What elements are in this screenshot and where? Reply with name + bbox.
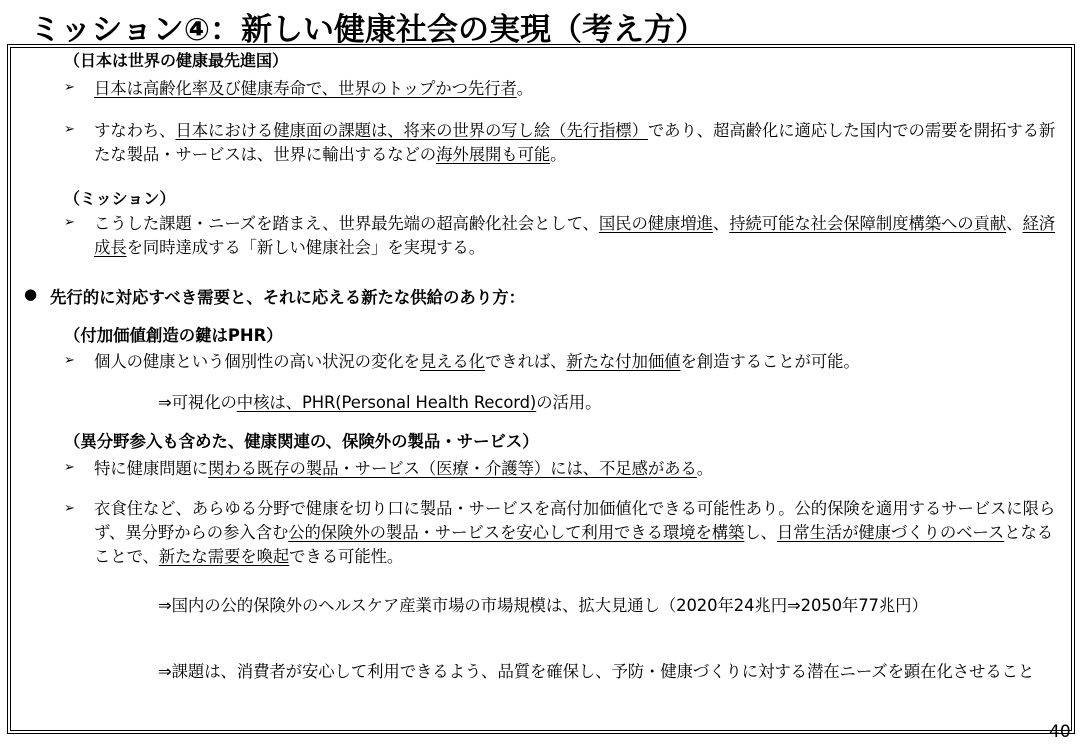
s4-bullet-1 — [94, 457, 1069, 481]
section-heading-leading-nation: （日本は世界の健康最先進国） — [64, 51, 289, 70]
s2-bullet-1 — [94, 212, 1069, 260]
s4-note-market-size: ⇒国内の公的保険外のヘルスケア産業市場の市場規模は、拡大見通し（2020年24兆円⇒2050年77兆円） — [158, 596, 928, 615]
underlined-text: 国民の健康増進 — [598, 214, 713, 233]
page-number: 40 — [1049, 722, 1071, 742]
arrowhead-bullet-icon: ➢ — [64, 80, 75, 95]
text: 。 — [550, 145, 567, 164]
text: 、 — [1006, 214, 1023, 233]
section-heading-phr: （付加価値創造の鍵はPHR） — [64, 326, 283, 345]
s3-bullet-1 — [94, 350, 1069, 374]
text: こうした課題・ニーズを踏まえ、世界最先端の超高齢化社会として、 — [94, 214, 599, 233]
arrowhead-bullet-icon: ➢ — [64, 215, 75, 230]
underlined-text: 関わる既存の製品・サービス（医療・介護等）には、不足感がある — [208, 459, 697, 478]
text: すなわち、 — [94, 121, 176, 140]
s3-note — [158, 391, 1058, 415]
filled-circle-bullet-icon: ● — [24, 285, 38, 303]
text: を創造することが可能。 — [680, 352, 860, 371]
s4-note-challenge: ⇒課題は、消費者が安心して利用できるよう、品質を確保し、予防・健康づくりに対する潜在ニーズを顕在化させること — [158, 662, 1035, 681]
underlined-text: 日常生活が健康づくりのベース — [776, 523, 1005, 542]
arrowhead-bullet-icon: ➢ — [64, 353, 75, 368]
arrowhead-bullet-icon: ➢ — [64, 460, 75, 475]
underlined-text: 新たな付加価値 — [566, 352, 681, 371]
main-bullet-heading: 先行的に対応すべき需要と、それに応える新たな供給のあり方： — [50, 288, 525, 307]
s4-bullet-2 — [94, 497, 1069, 569]
text: ⇒可視化の — [158, 393, 237, 412]
page-title: ミッション④：新しい健康社会の実現（考え方） — [30, 12, 707, 48]
text: 衣食住など、あらゆる分野で健康を切り口に製品・サービスを高付加価値化できる可能性あり。公的保険を適用するサービスに限らず、異分野からの参入含む — [94, 499, 1056, 542]
arrowhead-bullet-icon: ➢ — [64, 501, 75, 516]
underlined-text: 新たな需要を喚起 — [158, 547, 290, 566]
s1-bullet-1 — [94, 77, 1069, 101]
underlined-text: 持続可能な社会保障制度構築への貢献 — [729, 214, 1007, 233]
underlined-text: 海外展開も可能 — [436, 145, 551, 164]
text: であり、超高齢化に適応した国内での需要を開拓する新たな製品・サービスは、世界に輸出するなどの — [94, 121, 1056, 164]
text: を同時達成する「新しい健康社会」を実現する。 — [126, 238, 485, 257]
underlined-text: 見える化 — [419, 352, 485, 371]
arrowhead-bullet-icon: ➢ — [64, 122, 75, 137]
underlined-text: 経済成長 — [94, 214, 1056, 257]
text: となることで、 — [94, 523, 1054, 566]
text: 。 — [696, 459, 714, 478]
text: 特に健康問題に — [94, 459, 209, 478]
text: 個人の健康という個別性の高い状況の変化を — [94, 352, 420, 371]
s1-bullet-2 — [94, 119, 1069, 167]
underlined-text: 中核は、PHR(Personal Health Record) — [236, 393, 537, 412]
text: できれば、 — [484, 352, 567, 371]
text: 。 — [516, 79, 534, 98]
text: 、 — [712, 214, 730, 233]
underlined-text: 日本における健康面の課題は、将来の世界の写し絵（先行指標） — [175, 121, 648, 140]
text: し、 — [744, 523, 777, 542]
section-heading-mission: （ミッション） — [64, 189, 176, 208]
text: できる可能性。 — [289, 547, 404, 566]
underlined-text: 日本は高齢化率及び健康寿命で、世界のトップかつ先行者 — [94, 79, 517, 98]
section-heading-non-insurance: （異分野参入も含めた、健康関連の、保険外の製品・サービス） — [64, 432, 539, 451]
text: の活用。 — [536, 393, 602, 412]
underlined-text: 公的保険外の製品・サービスを安心して利用できる環境を構築 — [288, 523, 745, 542]
